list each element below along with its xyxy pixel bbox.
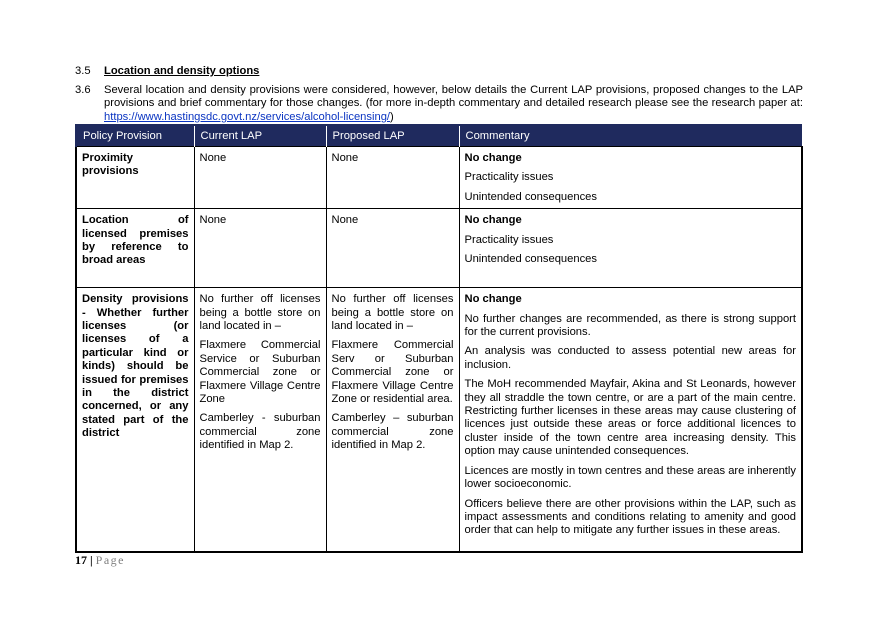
cell-text: None — [199, 214, 227, 227]
header-commentary: Commentary — [459, 125, 802, 147]
commentary-cell — [459, 209, 802, 288]
commentary-line: Practicality issues — [464, 233, 554, 246]
policy-provision-cell: Proximity provisions — [76, 147, 194, 209]
policy-provision-cell: Location of licensed premises by reference to broad areas — [76, 209, 194, 288]
header-policy-provision: Policy Provision — [76, 125, 194, 147]
cell-text: Camberley - suburban commercial zone identified in Map 2. — [199, 412, 321, 452]
commentary-line: No further changes are recommended, as there is strong support for the current provisions. — [464, 312, 796, 339]
page-separator: | — [87, 553, 96, 567]
commentary-line: Practicality issues — [464, 171, 554, 184]
page-footer — [75, 553, 125, 568]
commentary-line: Unintended consequences — [464, 253, 597, 266]
section-number: 3.5 — [75, 65, 91, 77]
table-row — [76, 147, 802, 209]
section-paragraph — [104, 84, 803, 124]
cell-text: Flaxmere Commercial Serv or Suburban Commercial zone or Flaxmere Village Centre Zone or residential area. — [331, 339, 454, 406]
cell-text: No further off licenses being a bottle store on land located in – — [199, 293, 321, 333]
current-lap-cell — [194, 288, 326, 552]
cell-text: Flaxmere Commercial Service or Suburban Commercial zone or Flaxmere Village Centre Zone — [199, 339, 321, 406]
proposed-lap-cell — [326, 147, 459, 209]
commentary-line: Unintended consequences — [464, 190, 597, 203]
current-lap-cell — [194, 147, 326, 209]
proposed-lap-cell — [326, 288, 459, 552]
page-label: Page — [95, 553, 125, 567]
section-heading: Location and density options — [104, 65, 260, 77]
cell-text: None — [331, 152, 359, 164]
policy-provision-cell: Density provisions - Whether further licenses (or licenses of a particular kind or kinds) should be issued for premises in the district concerned, or any stated part of the district — [76, 288, 194, 552]
table-row — [76, 288, 802, 552]
commentary-line: The MoH recommended Mayfair, Akina and St Leonards, however they all straddle the town centre, or are a part of the main centre. Restricting further licenses in these areas may cause clustering of licences just outside these areas or force additional licences to cluster inside of the town centre area increasing density. This option may cause unintended consequences. — [464, 378, 796, 458]
location-density-table — [75, 124, 803, 553]
header-current-lap: Current LAP — [194, 125, 326, 147]
commentary-line: Officers believe there are other provisions within the LAP, such as impact assessments and conditions relating to amenity and good order that can help to mitigate any further issues in these areas. — [464, 497, 796, 537]
header-proposed-lap: Proposed LAP — [326, 125, 459, 147]
table-header-row — [76, 125, 802, 147]
cell-text: Camberley – suburban commercial zone identified in Map 2. — [331, 412, 454, 452]
research-paper-link[interactable]: https://www.hastingsdc.govt.nz/services/alcohol-licensing/ — [104, 110, 391, 123]
table-row — [76, 209, 802, 288]
commentary-line: An analysis was conducted to assess potential new areas for inclusion. — [464, 345, 796, 371]
section-number: 3.6 — [75, 84, 91, 96]
paragraph-text-end: ) — [390, 110, 394, 123]
page-number: 17 — [75, 553, 87, 567]
current-lap-cell — [194, 209, 326, 288]
cell-text: None — [199, 152, 227, 164]
commentary-line: No change — [464, 152, 522, 164]
commentary-line: No change — [464, 293, 522, 306]
commentary-cell — [459, 147, 802, 209]
commentary-cell — [459, 288, 802, 552]
commentary-line: No change — [464, 214, 522, 227]
commentary-line: Licences are mostly in town centres and these areas are inherently lower socioeconomic. — [464, 464, 796, 491]
paragraph-text: Several location and density provisions were considered, however, below details the Current LAP provisions, proposed changes to the LAP provisions and brief commentary for those changes. (for more in-depth commentary and detailed research please see the research paper at: — [104, 84, 803, 110]
cell-text: None — [331, 214, 359, 227]
proposed-lap-cell — [326, 209, 459, 288]
cell-text: No further off licenses being a bottle store on land located in – — [331, 293, 454, 333]
section-3-6 — [75, 84, 803, 124]
